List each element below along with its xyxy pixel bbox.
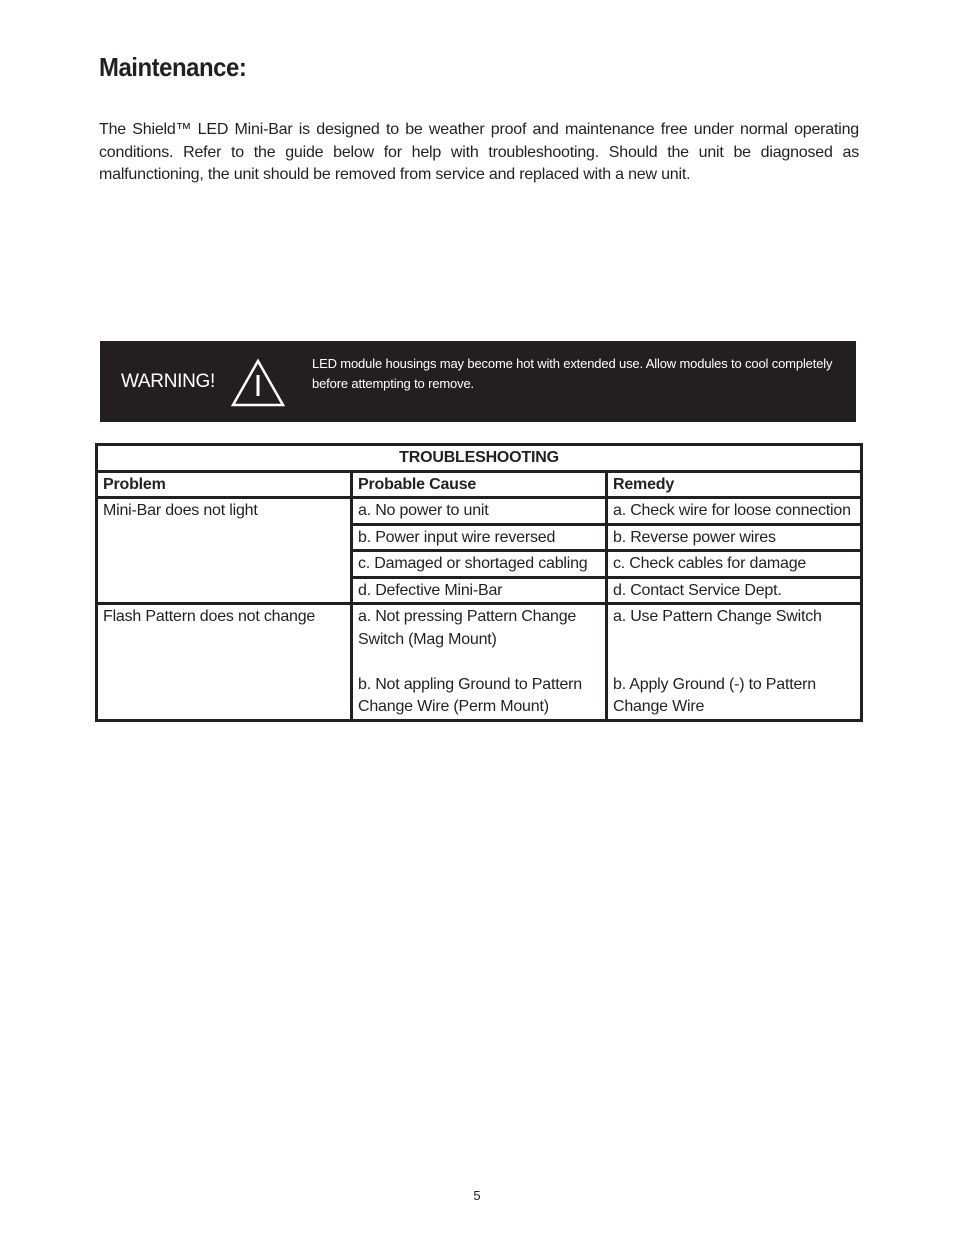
table-row (98, 499, 860, 523)
remedy-a: a. Use Pattern Change Switch (613, 608, 822, 625)
remedy-cell: a. Check wire for loose connection (608, 499, 860, 523)
cause-cell: d. Defective Mini-Bar (353, 579, 605, 603)
problem-cell: Mini-Bar does not light (98, 499, 350, 602)
header-remedy: Remedy (608, 473, 860, 497)
remedy-cell: c. Check cables for damage (608, 552, 860, 576)
warning-triangle-icon (230, 358, 286, 408)
cause-cell (353, 605, 605, 719)
remedy-cell: d. Contact Service Dept. (608, 579, 860, 603)
troubleshooting-table (95, 443, 863, 722)
header-problem: Problem (98, 473, 350, 497)
cause-cell: a. No power to unit (353, 499, 605, 523)
table-title-row (98, 446, 860, 470)
cause-b: b. Not appling Ground to Pattern Change Wire (Perm Mount) (358, 675, 582, 715)
table-row (98, 605, 860, 719)
page-title: Maintenance: (99, 52, 247, 82)
header-probable-cause: Probable Cause (353, 473, 605, 497)
problem-cell: Flash Pattern does not change (98, 605, 350, 719)
cause-cell: c. Damaged or shortaged cabling (353, 552, 605, 576)
table-title: TROUBLESHOOTING (98, 446, 860, 470)
table-header-row (98, 473, 860, 497)
intro-paragraph: The Shield™ LED Mini-Bar is designed to be weather proof and maintenance free under normal operating conditions. Refer to the guide below for help with troubleshooting. Should the unit be diagnosed as malfunctioning, the unit should be removed from service and replaced with a new unit. (99, 121, 859, 183)
warning-label: WARNING! (121, 371, 216, 392)
warning-box (100, 341, 856, 422)
cause-cell: b. Power input wire reversed (353, 526, 605, 550)
remedy-b: b. Apply Ground (-) to Pattern Change Wire (613, 675, 816, 715)
remedy-cell: b. Reverse power wires (608, 526, 860, 550)
remedy-cell (608, 605, 860, 719)
warning-text: LED module housings may become hot with extended use. Allow modules to cool completely before attempting to remove. (312, 356, 833, 391)
page-number: 5 (473, 1188, 481, 1203)
cause-a: a. Not pressing Pattern Change Switch (Mag Mount) (358, 608, 577, 648)
